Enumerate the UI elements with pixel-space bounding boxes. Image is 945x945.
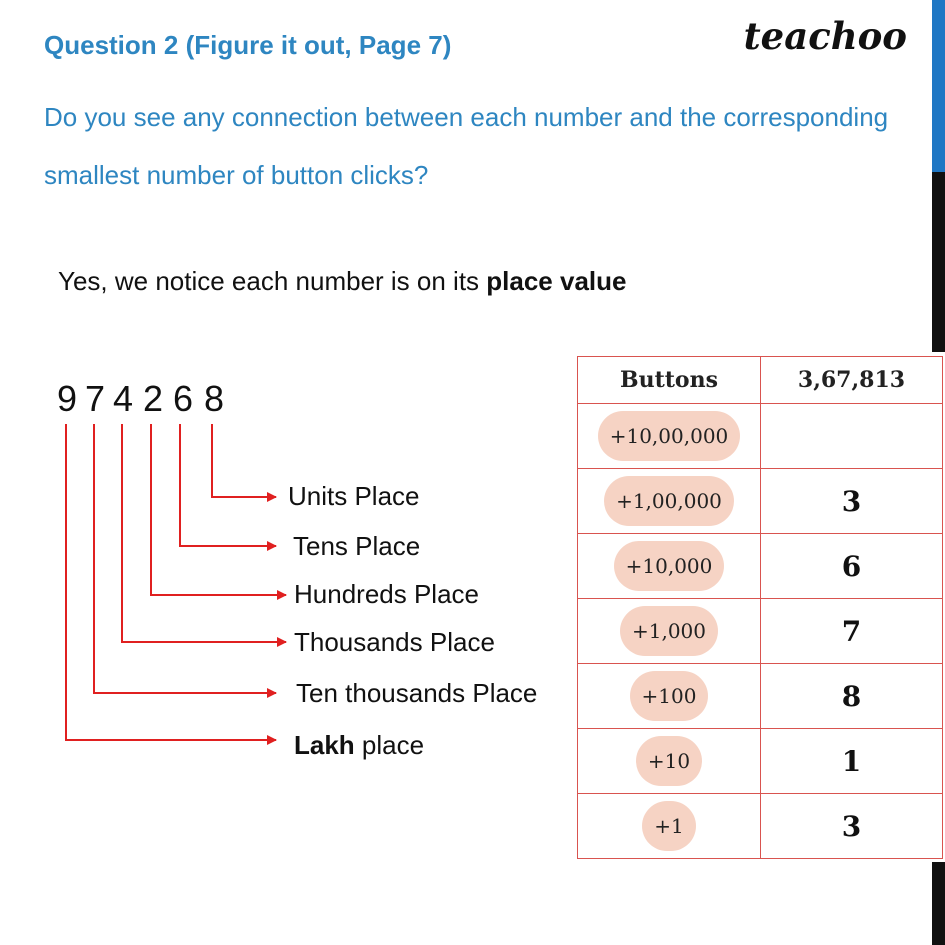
answer-emphasis: place value (486, 266, 627, 296)
label-tens-place: Tens Place (293, 531, 421, 561)
label-lakh-place: Lakh place (294, 730, 425, 760)
arrow-units (212, 424, 276, 497)
click-count: 3 (841, 484, 862, 518)
arrow-thousands (122, 424, 286, 642)
header-number: 3,67,813 (761, 357, 943, 404)
table-header-row (578, 357, 943, 404)
digit-lakh: 9 (56, 378, 78, 419)
click-count: 8 (841, 679, 862, 713)
table-row (578, 664, 943, 729)
arrow-tens (180, 424, 276, 546)
table-row (578, 534, 943, 599)
label-ten-thousands-place: Ten thousands Place (296, 678, 538, 708)
click-count: 1 (841, 744, 862, 778)
table-row (578, 599, 943, 664)
teachoo-logo: teachoo (743, 14, 907, 58)
digit-ten-thousands: 7 (84, 378, 106, 419)
button-pill: +1,000 (620, 606, 718, 656)
table-row (578, 729, 943, 794)
table-row (578, 404, 943, 469)
label-hundreds-place: Hundreds Place (294, 579, 479, 609)
button-pill: +1 (642, 801, 695, 851)
question-text: Do you see any connection between each number and the corresponding smallest number of button clicks? (44, 102, 889, 190)
digit-units: 8 (203, 378, 225, 419)
digit-thousands: 4 (112, 378, 134, 419)
question-title: Question 2 (Figure it out, Page 7) (44, 30, 452, 60)
digit-hundreds: 2 (142, 378, 164, 419)
click-count: 6 (841, 549, 862, 583)
digit-tens: 6 (172, 378, 194, 419)
button-pill: +10,00,000 (598, 411, 741, 461)
button-pill: +10 (636, 736, 702, 786)
button-pill: +1,00,000 (604, 476, 734, 526)
table-row (578, 469, 943, 534)
click-count: 3 (841, 809, 862, 843)
header-buttons: Buttons (578, 357, 761, 404)
button-clicks-table (577, 356, 943, 859)
label-thousands-place: Thousands Place (294, 627, 495, 657)
click-count: 7 (841, 614, 862, 648)
label-units-place: Units Place (288, 481, 420, 511)
table-row (578, 794, 943, 859)
arrow-hundreds (151, 424, 286, 595)
button-pill: +10,000 (614, 541, 725, 591)
answer-prefix: Yes, we notice each number is on its (58, 266, 487, 296)
button-pill: +100 (630, 671, 709, 721)
